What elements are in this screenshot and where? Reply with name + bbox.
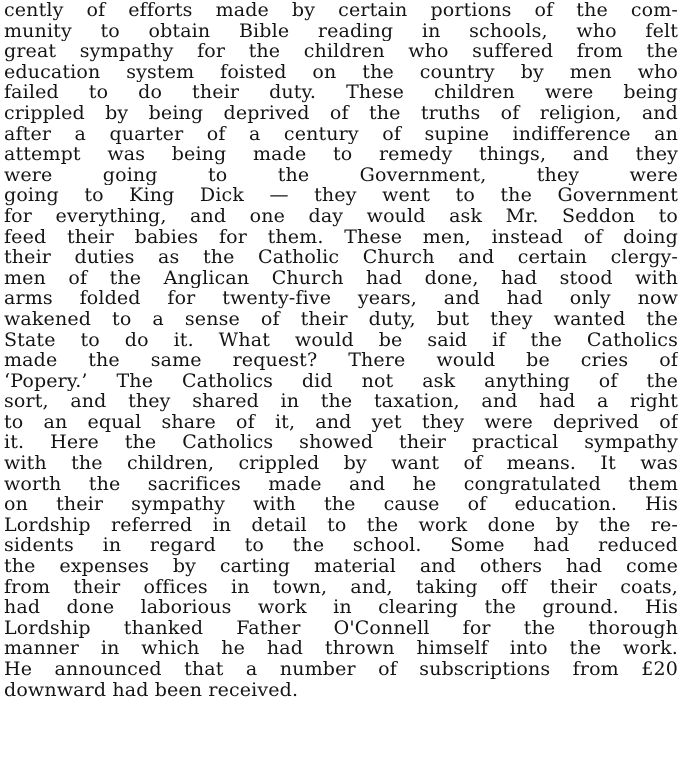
text-line: downward had been received. bbox=[4, 679, 299, 701]
text-line: going to King Dick — they went to the Government bbox=[4, 185, 678, 206]
text-line: had done laborious work in clearing the ground. His bbox=[4, 597, 678, 618]
text-line: wakened to a sense of their duty, but they wanted the bbox=[4, 308, 678, 330]
text-line: cently of efforts made by certain portions of the com- bbox=[4, 0, 678, 21]
text-line: great sympathy for the children who suffered from the bbox=[4, 41, 678, 62]
text-line: State to do it. What would be said if the Catholics bbox=[4, 329, 678, 351]
newspaper-column bbox=[4, 0, 678, 700]
text-line: from their offices in town, and, taking off their coats, bbox=[4, 576, 678, 598]
text-line: made the same request? There would be cries of bbox=[4, 350, 678, 371]
text-line: on their sympathy with the cause of education. His bbox=[4, 494, 678, 515]
text-line: it. Here the Catholics showed their practical sympathy bbox=[4, 432, 678, 454]
text-line: He announced that a number of subscriptions from £20 bbox=[4, 659, 678, 680]
text-line: education system foisted on the country by men who bbox=[4, 61, 678, 83]
text-line: men of the Anglican Church had done, had stood with bbox=[4, 267, 678, 289]
text-line: worth the sacrifices made and he congratulated them bbox=[4, 473, 678, 495]
text-line: failed to do their duty. These children were being bbox=[4, 82, 678, 103]
text-line: after a quarter of a century of supine indifference an bbox=[4, 123, 678, 145]
text-line: were going to the Government, they were bbox=[4, 164, 678, 186]
text-line: with the children, crippled by want of means. It was bbox=[4, 453, 678, 474]
text-line: arms folded for twenty-five years, and had only now bbox=[4, 288, 678, 309]
text-line: ‘Popery.’ The Catholics did not ask anything of the bbox=[4, 370, 678, 392]
text-line: crippled by being deprived of the truths of religion, and bbox=[4, 102, 678, 124]
text-line: Lordship referred in detail to the work done by the re- bbox=[4, 514, 678, 536]
text-line: attempt was being made to remedy things, and they bbox=[4, 144, 678, 165]
text-line: Lordship thanked Father O'Connell for the thorough bbox=[4, 617, 678, 639]
text-line: manner in which he had thrown himself into the work. bbox=[4, 638, 678, 659]
text-line: feed their babies for them. These men, instead of doing bbox=[4, 226, 678, 248]
text-line: sidents in regard to the school. Some had reduced bbox=[4, 535, 678, 557]
text-line: to an equal share of it, and yet they were deprived of bbox=[4, 411, 678, 433]
text-line: the expenses by carting material and others had come bbox=[4, 556, 678, 577]
text-line: for everything, and one day would ask Mr. Seddon to bbox=[4, 205, 678, 227]
text-line: munity to obtain Bible reading in schools, who felt bbox=[4, 20, 678, 42]
text-line: their duties as the Catholic Church and certain clergy- bbox=[4, 247, 678, 268]
text-line: sort, and they shared in the taxation, and had a right bbox=[4, 391, 678, 412]
